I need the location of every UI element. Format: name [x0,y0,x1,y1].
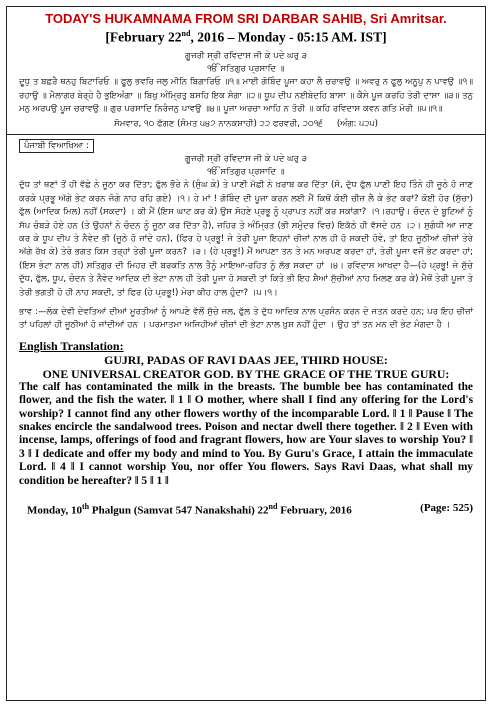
footer-date-sup1: th [82,502,90,512]
footer-date-pre: Monday, 10 [27,504,83,517]
english-heading-1: GUJRI, PADAS OF RAVI DAAS JEE, THIRD HOUSE: [104,352,388,367]
english-heading-2: ONE UNIVERSAL CREATOR GOD. BY THE GRACE OF THE TRUE GURU: [42,366,450,381]
hukamnama-page [6,6,486,701]
info-page: (ਅੰਗ: ੫੨੫) [336,118,378,129]
vyakhya-bhav: ਭਾਵ :—ਲੋਕ ਦੇਵੀ ਦੇਵਤਿਆਂ ਦੀਆਂ ਮੂਰਤੀਆਂ ਨੂੰ ਆਪਣੇ ਵੱਲੋਂ ਸੁੱਚੇ ਜਲ, ਫੁੱਲ ਤੇ ਦੁੱਧ ਆਦਿਕ ਨਾਲ ਪ੍ਰਸੰਨ ਕਰਨ ਦੇ ਜਤਨ ਕਰਦੇ ਹਨ; ਪਰ ਇਹ ਚੀਜ਼ਾਂ ਤਾਂ ਪਹਿਲਾਂ ਹੀ ਜੂਠੀਆਂ ਹੋ ਜਾਂਦੀਆਂ ਹਨ । ਪਰਮਾਤਮਾ ਅਜਿਹੀਆਂ ਚੀਜ਼ਾਂ ਦੀ ਭੇਟਾ ਨਾਲ ਖ਼ੁਸ਼ ਨਹੀਂ ਹੁੰਦਾ । ਉਹ ਤਾਂ ਤਨ ਮਨ ਦੀ ਭੇਟ ਮੰਗਦਾ ਹੈ । [19,307,473,331]
vyakhya-text: ਦੁੱਧ ਤਾਂ ਥਣਾਂ ਤੋਂ ਹੀ ਵੱਛੇ ਨੇ ਜੂਠਾ ਕਰ ਦਿੱਤਾ; ਫੁੱਲ ਭੌਰੇ ਨੇ (ਸੁੰਘ ਕੇ) ਤੇ ਪਾਣੀ ਮੱਛੀ ਨੇ ਖ਼ਰਾਬ ਕਰ ਦਿੱਤਾ (ਸੋ, ਦੁੱਧ ਫੁੱਲ ਪਾਣੀ ਇਹ ਤਿੰਨੇ ਹੀ ਜੂਠੇ ਹੋ ਜਾਣ ਕਰਕੇ ਪ੍ਰਭੂ ਅੱਗੇ ਭੇਟ ਕਰਨ ਜੋਗੇ ਨਾਹ ਰਹਿ ਗਏ) ।੧। ਹੇ ਮਾਂ ! ਗੋਬਿੰਦ ਦੀ ਪੂਜਾ ਕਰਨ ਲਈ ਮੈਂ ਕਿਥੋਂ ਕੋਈ ਚੀਜ਼ ਲੈ ਕੇ ਭੇਟ ਕਰਾਂ? ਕੋਈ ਹੋਰ (ਸੁੱਚਾ) ਫੁੱਲ (ਆਦਿਕ ਮਿਲ) ਨਹੀਂ (ਸਕਦਾ) । ਕੀ ਮੈਂ (ਇਸ ਘਾਟ ਕਰ ਕੇ) ਉਸ ਸੋਹਣੇ ਪ੍ਰਭੂ ਨੂੰ ਪ੍ਰਾਪਤ ਨਹੀਂ ਕਰ ਸਕਾਂਗਾ? ।੧।ਰਹਾਉ। ਚੰਦਨ ਦੇ ਬੂਟਿਆਂ ਨੂੰ ਸੱਪ ਚੰਬੜੇ ਹੋਏ ਹਨ (ਤੇ ਉਹਨਾਂ ਨੇ ਚੰਦਨ ਨੂੰ ਜੂਠਾ ਕਰ ਦਿੱਤਾ ਹੈ), ਜ਼ਹਿਰ ਤੇ ਅੰਮ੍ਰਿਤ (ਭੀ ਸਮੁੰਦਰ ਵਿਚ) ਇਕੱਠੇ ਹੀ ਵੱਸਦੇ ਹਨ ।੨। ਸੁਗੰਧੀ ਆ ਜਾਣ ਕਰ ਕੇ ਧੂਪ ਦੀਪ ਤੇ ਨੈਵੇਦ ਭੀ (ਜੂਠੇ ਹੋ ਜਾਂਦੇ ਹਨ), (ਫਿਰ ਹੇ ਪ੍ਰਭੂ! ਜੇ ਤੇਰੀ ਪੂਜਾ ਇਹਨਾਂ ਚੀਜ਼ਾਂ ਨਾਲ ਹੀ ਹੋ ਸਕਦੀ ਹੋਵੇ, ਤਾਂ ਇਹ ਜੂਠੀਆਂ ਚੀਜ਼ਾਂ ਤੇਰੇ ਅੱਗੇ ਰੱਖ ਕੇ) ਤੇਰੇ ਭਗਤ ਕਿਸ ਤਰ੍ਹਾਂ ਤੇਰੀ ਪੂਜਾ ਕਰਨ? ।੩। (ਹੇ ਪ੍ਰਭੂ!) ਮੈਂ ਆਪਣਾ ਤਨ ਤੇ ਮਨ ਅਰਪਣ ਕਰਦਾ ਹਾਂ, ਤੇਰੀ ਪੂਜਾ ਵਜੋਂ ਭੇਟ ਕਰਦਾ ਹਾਂ; (ਇਸ ਭੇਟਾ ਨਾਲ ਹੀ) ਸਤਿਗੁਰ ਦੀ ਮਿਹਰ ਦੀ ਬਰਕਤਿ ਨਾਲ ਤੈਨੂੰ ਮਾਇਆ-ਰਹਿਤ ਨੂੰ ਲੱਭ ਸਕਦਾ ਹਾਂ ।੪। ਰਵਿਦਾਸ ਆਖਦਾ ਹੈ—(ਹੇ ਪ੍ਰਭੂ! ਜੇ ਸੁੱਚੇ ਦੁੱਧ, ਫੁੱਲ, ਧੂਪ, ਚੰਦਨ ਤੇ ਨੈਵੇਦ ਆਦਿਕ ਦੀ ਭੇਟਾ ਨਾਲ ਹੀ ਤੇਰੀ ਪੂਜਾ ਹੋ ਸਕਦੀ ਤਾਂ ਕਿਤੇ ਭੀ ਇਹ ਸ਼ੈਆਂ ਸੁੱਚੀਆਂ ਨਾਹ ਮਿਲਣ ਕਰ ਕੇ) ਮੈਥੋਂ ਤੇਰੀ ਪੂਜਾ ਤੇ ਤੇਰੀ ਭਗਤੀ ਹੋ ਹੀ ਨਾਹ ਸਕਦੀ, ਤਾਂ ਫਿਰ (ਹੇ ਪ੍ਰਭੂ!) ਮੇਰਾ ਕੀਹ ਹਾਲ ਹੁੰਦਾ? ।੫।੧। [19,180,474,298]
gurbani-text: ਦੂਧੁ ਤ ਬਛਰੈ ਥਨਹੁ ਬਿਟਾਰਿਓ ॥ ਫੂਲੁ ਭਵਰਿ ਜਲੁ ਮੀਨਿ ਬਿਗਾਰਿਓ ॥੧॥ ਮਾਈ ਗੋਬਿੰਦ ਪੂਜਾ ਕਹਾ ਲੈ ਚਰਾਵਉ ॥ ਅਵਰੁ ਨ ਫੂਲੁ ਅਨੂਪੁ ਨ ਪਾਵਉ ॥੧॥ ਰਹਾਉ ॥ ਮੈਲਾਗਰ ਬੇਰ੍ਹੇ ਹੈ ਭੁਇਅੰਗਾ ॥ ਬਿਖੁ ਅੰਮ੍ਰਿਤੁ ਬਸਹਿ ਇਕ ਸੰਗਾ ॥੨॥ ਧੂਪ ਦੀਪ ਨਈਬੇਦਹਿ ਬਾਸਾ ॥ ਕੈਸੇ ਪੂਜ ਕਰਹਿ ਤੇਰੀ ਦਾਸਾ ॥੩॥ ਤਨੁ ਮਨੁ ਅਰਪਉ ਪੂਜ ਚਰਾਵਉ ॥ ਗੁਰ ਪਰਸਾਦਿ ਨਿਰੰਜਨੁ ਪਾਵਉ ॥੪॥ ਪੂਜਾ ਅਰਚਾ ਆਹਿ ਨ ਤੋਰੀ ॥ ਕਹਿ ਰਵਿਦਾਸ ਕਵਨ ਗਤਿ ਮੋਰੀ ॥੫॥੧॥ [19,77,473,115]
footer-date-sup2: nd [268,502,278,512]
gurbani-mool: ੴ ਸਤਿਗੁਰ ਪ੍ਰਸਾਦਿ ॥ [207,63,285,74]
vyakhya-raag: ਗੂਜਰੀ ਸ੍ਰੀ ਰਵਿਦਾਸ ਜੀ ਕੇ ਪਦੇ ਘਰੁ ੩ [185,153,307,164]
header-date [19,26,473,46]
page-title: TODAY'S HUKAMNAMA FROM SRI DARBAR SAHIB, Sri Amritsar. [45,11,447,26]
footer-date [27,502,352,517]
header-date-post: , 2016 – Monday - 05:15 AM. IST] [190,29,387,45]
footer-date-post: February, 2016 [277,504,352,517]
footer [19,502,473,517]
vyakhya-mool: ੴ ਸਤਿਗੁਰ ਪ੍ਰਸਾਦਿ ॥ [207,166,285,177]
header-date-sup: nd [181,29,191,38]
footer-page: (Page: 525) [420,502,473,515]
info-date: ਸੋਮਵਾਰ, ੧੦ ਫੱਗਣ (ਸੰਮਤ ੫੪੭ ਨਾਨਕਸ਼ਾਹੀ) ੨੨ ਫਰਵਰੀ, ੨੦੧੬ [113,118,323,129]
header-date-pre: [February 22 [105,29,182,45]
section-divider [7,134,485,135]
info-line [19,117,473,131]
footer-date-mid: Phalgun (Samvat 547 Nanakshahi) 22 [89,504,269,517]
gurbani-raag: ਗੂਜਰੀ ਸ੍ਰੀ ਰਵਿਦਾਸ ਜੀ ਕੇ ਪਦੇ ਘਰੁ ੩ [185,50,307,61]
english-text: The calf has contaminated the milk in the breasts. The bumble bee has contaminated the flower, and the fish the water. ‖ 1 ‖ O mother, where shall I find any offering for the Lord's worship? I cannot find any other flowers worthy of the incomparable Lord. ‖ 1 ‖ Pause ‖ The snakes encircle the sandalwood trees. Poison and nectar dwell there together. ‖ 2 ‖ Even with incense, lamps, offerings of food and fragrant flowers, how are Your slaves to worship You? ‖ 3 ‖ I dedicate and offer my body and mind to You. By Guru's Grace, I attain the immaculate Lord. ‖ 4 ‖ I cannot worship You, nor offer You flowers. Says Ravi Daas, what shall my condition be hereafter? ‖ 5 ‖ 1 ‖ [19,380,473,487]
punjabi-vyakhya-label: ਪੰਜਾਬੀ ਵਿਆਖਿਆ : [19,139,94,153]
english-translation-label: English Translation: [19,338,124,353]
